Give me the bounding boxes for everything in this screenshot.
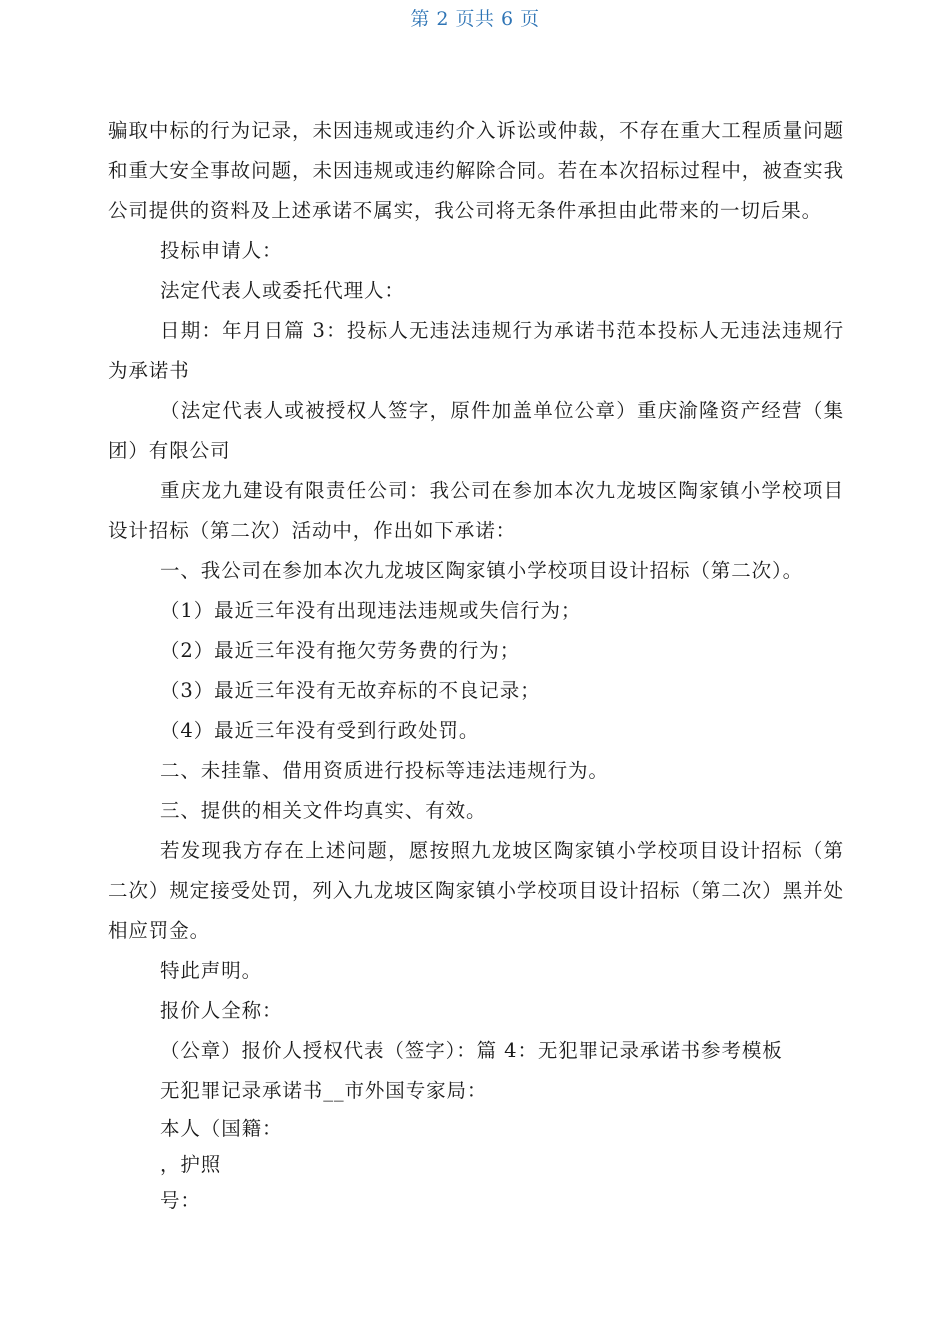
document-body — [108, 111, 844, 1219]
paragraph-2: 投标申请人： — [160, 239, 283, 262]
paragraph-7: 一、我公司在参加本次九龙坡区陶家镇小学校项目设计招标（第二次）。 — [160, 559, 804, 582]
paragraph-6: 重庆龙九建设有限责任公司：我公司在参加本次九龙坡区陶家镇小学校项目设计招标（第二次）活动中，作出如下承诺： — [108, 479, 844, 542]
paragraph-15: 特此声明。 — [160, 959, 263, 982]
paragraph-13: 三、提供的相关文件均真实、有效。 — [160, 799, 487, 822]
paragraph-17: （公章）报价人授权代表（签字）：篇 4：无犯罪记录承诺书参考模板 — [160, 1039, 783, 1062]
paragraph-3: 法定代表人或委托代理人： — [160, 279, 405, 302]
paragraph-9: （2）最近三年没有拖欠劳务费的行为； — [160, 639, 521, 662]
paragraph-18: 无犯罪记录承诺书__市外国专家局： — [160, 1079, 488, 1102]
paragraph-11: （4）最近三年没有受到行政处罚。 — [160, 719, 480, 742]
paragraph-8: （1）最近三年没有出现违法违规或失信行为； — [160, 599, 582, 622]
paragraph-10: （3）最近三年没有无故弃标的不良记录； — [160, 679, 541, 702]
paragraph-21: 号： — [160, 1189, 201, 1212]
paragraph-12: 二、未挂靠、借用资质进行投标等违法违规行为。 — [160, 759, 609, 782]
paragraph-16: 报价人全称： — [160, 999, 283, 1022]
paragraph-4: 日期：年月日篇 3：投标人无违法违规行为承诺书范本投标人无违法违规行为承诺书 — [108, 319, 844, 382]
paragraph-14: 若发现我方存在上述问题，愿按照九龙坡区陶家镇小学校项目设计招标（第二次）规定接受处罚，列入九龙坡区陶家镇小学校项目设计招标（第二次）黑并处相应罚金。 — [108, 839, 844, 942]
page-indicator: 第 2 页共 6 页 — [410, 8, 540, 30]
paragraph-19: 本人（国籍： — [160, 1117, 283, 1140]
paragraph-20: ，护照 — [160, 1153, 222, 1176]
paragraph-1: 骗取中标的行为记录，未因违规或违约介入诉讼或仲裁，不存在重大工程质量问题和重大安全事故问题，未因违规或违约解除合同。若在本次招标过程中，被查实我公司提供的资料及上述承诺不属实，我公司将无条件承担由此带来的一切后果。 — [108, 119, 844, 222]
paragraph-5: （法定代表人或被授权人签字，原件加盖单位公章）重庆渝隆资产经营（集团）有限公司 — [108, 399, 844, 462]
